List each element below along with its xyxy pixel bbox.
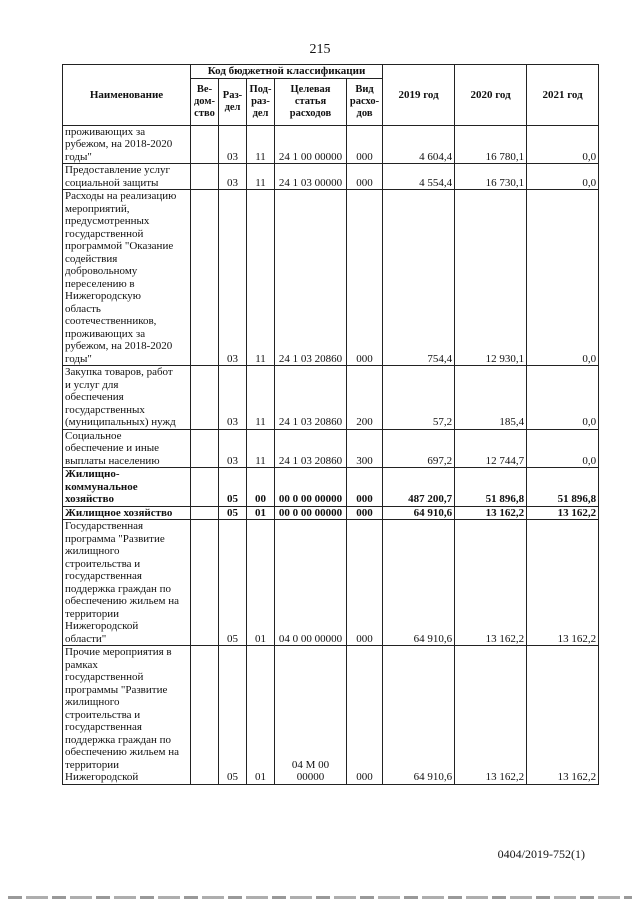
row-name: Прочие мероприятия в рамках государственной программы "Развитие жилищного строительства и государственная поддержка граждан по обеспечению жильем на территории Нижегородской [63, 646, 191, 785]
header-name: Наименование [63, 65, 191, 126]
row-vid: 000 [347, 125, 383, 164]
row-podrazdel: 01 [247, 506, 275, 520]
row-vid: 000 [347, 468, 383, 507]
row-2019: 64 910,6 [383, 520, 455, 646]
scan-edge-strip [8, 896, 632, 899]
row-razdel: 03 [219, 125, 247, 164]
row-name: Расходы на реализацию мероприятий, предусмотренных государственной программой "Оказание содействия добровольному переселению в Нижегородскую область соотечественников, проживающих за рубежом, на 2018-2020 годы" [63, 190, 191, 366]
row-vid: 000 [347, 164, 383, 190]
row-razdel: 03 [219, 429, 247, 468]
row-name: Предоставление услуг социальной защиты [63, 164, 191, 190]
table-body [63, 125, 599, 784]
header-razdel: Раз- дел [219, 78, 247, 125]
row-name: Закупка товаров, работ и услуг для обеспечения государственных (муниципальных) нужд [63, 366, 191, 430]
row-2021: 0,0 [527, 125, 599, 164]
row-razdel: 05 [219, 468, 247, 507]
row-vedomstvo [191, 164, 219, 190]
row-target: 04 М 00 00000 [275, 646, 347, 785]
row-2020: 51 896,8 [455, 468, 527, 507]
table-row [63, 506, 599, 520]
row-vid: 200 [347, 366, 383, 430]
table-row [63, 125, 599, 164]
page-number: 215 [309, 42, 331, 57]
row-name: Государственная программа "Развитие жилищного строительства и государственная поддержка граждан по обеспечению жильем на территории Нижегородской области" [63, 520, 191, 646]
row-target: 24 1 03 20860 [275, 190, 347, 366]
row-2020: 185,4 [455, 366, 527, 430]
row-vedomstvo [191, 520, 219, 646]
row-razdel: 03 [219, 366, 247, 430]
row-vid: 300 [347, 429, 383, 468]
row-2020: 13 162,2 [455, 646, 527, 785]
row-2019: 4 554,4 [383, 164, 455, 190]
header-vedomstvo: Ве- дом- ство [191, 78, 219, 125]
row-target: 24 1 00 00000 [275, 125, 347, 164]
row-podrazdel: 11 [247, 429, 275, 468]
row-vedomstvo [191, 468, 219, 507]
header-vid: Вид расхо- дов [347, 78, 383, 125]
row-2019: 64 910,6 [383, 646, 455, 785]
row-2020: 16 730,1 [455, 164, 527, 190]
row-2020: 13 162,2 [455, 506, 527, 520]
row-vid: 000 [347, 646, 383, 785]
row-name: Жилищное хозяйство [63, 506, 191, 520]
header-2021: 2021 год [527, 65, 599, 126]
row-vedomstvo [191, 366, 219, 430]
row-2019: 64 910,6 [383, 506, 455, 520]
header-kbk: Код бюджетной классификации [191, 65, 383, 79]
row-2019: 4 604,4 [383, 125, 455, 164]
table-row [63, 646, 599, 785]
row-podrazdel: 11 [247, 125, 275, 164]
row-target: 24 1 03 00000 [275, 164, 347, 190]
row-2021: 13 162,2 [527, 506, 599, 520]
row-2021: 51 896,8 [527, 468, 599, 507]
row-name: Жилищно- коммунальное хозяйство [63, 468, 191, 507]
row-podrazdel: 11 [247, 190, 275, 366]
table-row [63, 520, 599, 646]
header-target: Целевая статья расходов [275, 78, 347, 125]
header-2020: 2020 год [455, 65, 527, 126]
row-2019: 57,2 [383, 366, 455, 430]
table-row [63, 366, 599, 430]
row-target: 04 0 00 00000 [275, 520, 347, 646]
row-target: 24 1 03 20860 [275, 429, 347, 468]
row-target: 00 0 00 00000 [275, 468, 347, 507]
row-name: проживающих за рубежом, на 2018-2020 годы" [63, 125, 191, 164]
row-2021: 13 162,2 [527, 646, 599, 785]
row-vedomstvo [191, 506, 219, 520]
table-row [63, 429, 599, 468]
row-podrazdel: 00 [247, 468, 275, 507]
row-podrazdel: 01 [247, 646, 275, 785]
header-podrazdel: Под- раз- дел [247, 78, 275, 125]
document-code: 0404/2019-752(1) [497, 847, 585, 861]
row-razdel: 05 [219, 506, 247, 520]
row-2019: 487 200,7 [383, 468, 455, 507]
row-vedomstvo [191, 429, 219, 468]
row-podrazdel: 11 [247, 164, 275, 190]
row-razdel: 03 [219, 190, 247, 366]
row-2021: 0,0 [527, 190, 599, 366]
row-2020: 12 930,1 [455, 190, 527, 366]
row-razdel: 05 [219, 520, 247, 646]
row-2019: 697,2 [383, 429, 455, 468]
row-vedomstvo [191, 125, 219, 164]
table-row [63, 164, 599, 190]
row-2021: 0,0 [527, 366, 599, 430]
header-2019: 2019 год [383, 65, 455, 126]
row-vid: 000 [347, 520, 383, 646]
row-razdel: 03 [219, 164, 247, 190]
row-vedomstvo [191, 646, 219, 785]
table-row [63, 468, 599, 507]
row-vedomstvo [191, 190, 219, 366]
row-name: Социальное обеспечение и иные выплаты населению [63, 429, 191, 468]
row-2020: 16 780,1 [455, 125, 527, 164]
row-2021: 0,0 [527, 429, 599, 468]
row-vid: 000 [347, 190, 383, 366]
row-podrazdel: 01 [247, 520, 275, 646]
row-vid: 000 [347, 506, 383, 520]
row-podrazdel: 11 [247, 366, 275, 430]
row-2021: 13 162,2 [527, 520, 599, 646]
row-2019: 754,4 [383, 190, 455, 366]
row-2020: 13 162,2 [455, 520, 527, 646]
row-target: 00 0 00 00000 [275, 506, 347, 520]
budget-table [62, 64, 599, 785]
row-2021: 0,0 [527, 164, 599, 190]
row-2020: 12 744,7 [455, 429, 527, 468]
row-razdel: 05 [219, 646, 247, 785]
table-row [63, 190, 599, 366]
row-target: 24 1 03 20860 [275, 366, 347, 430]
